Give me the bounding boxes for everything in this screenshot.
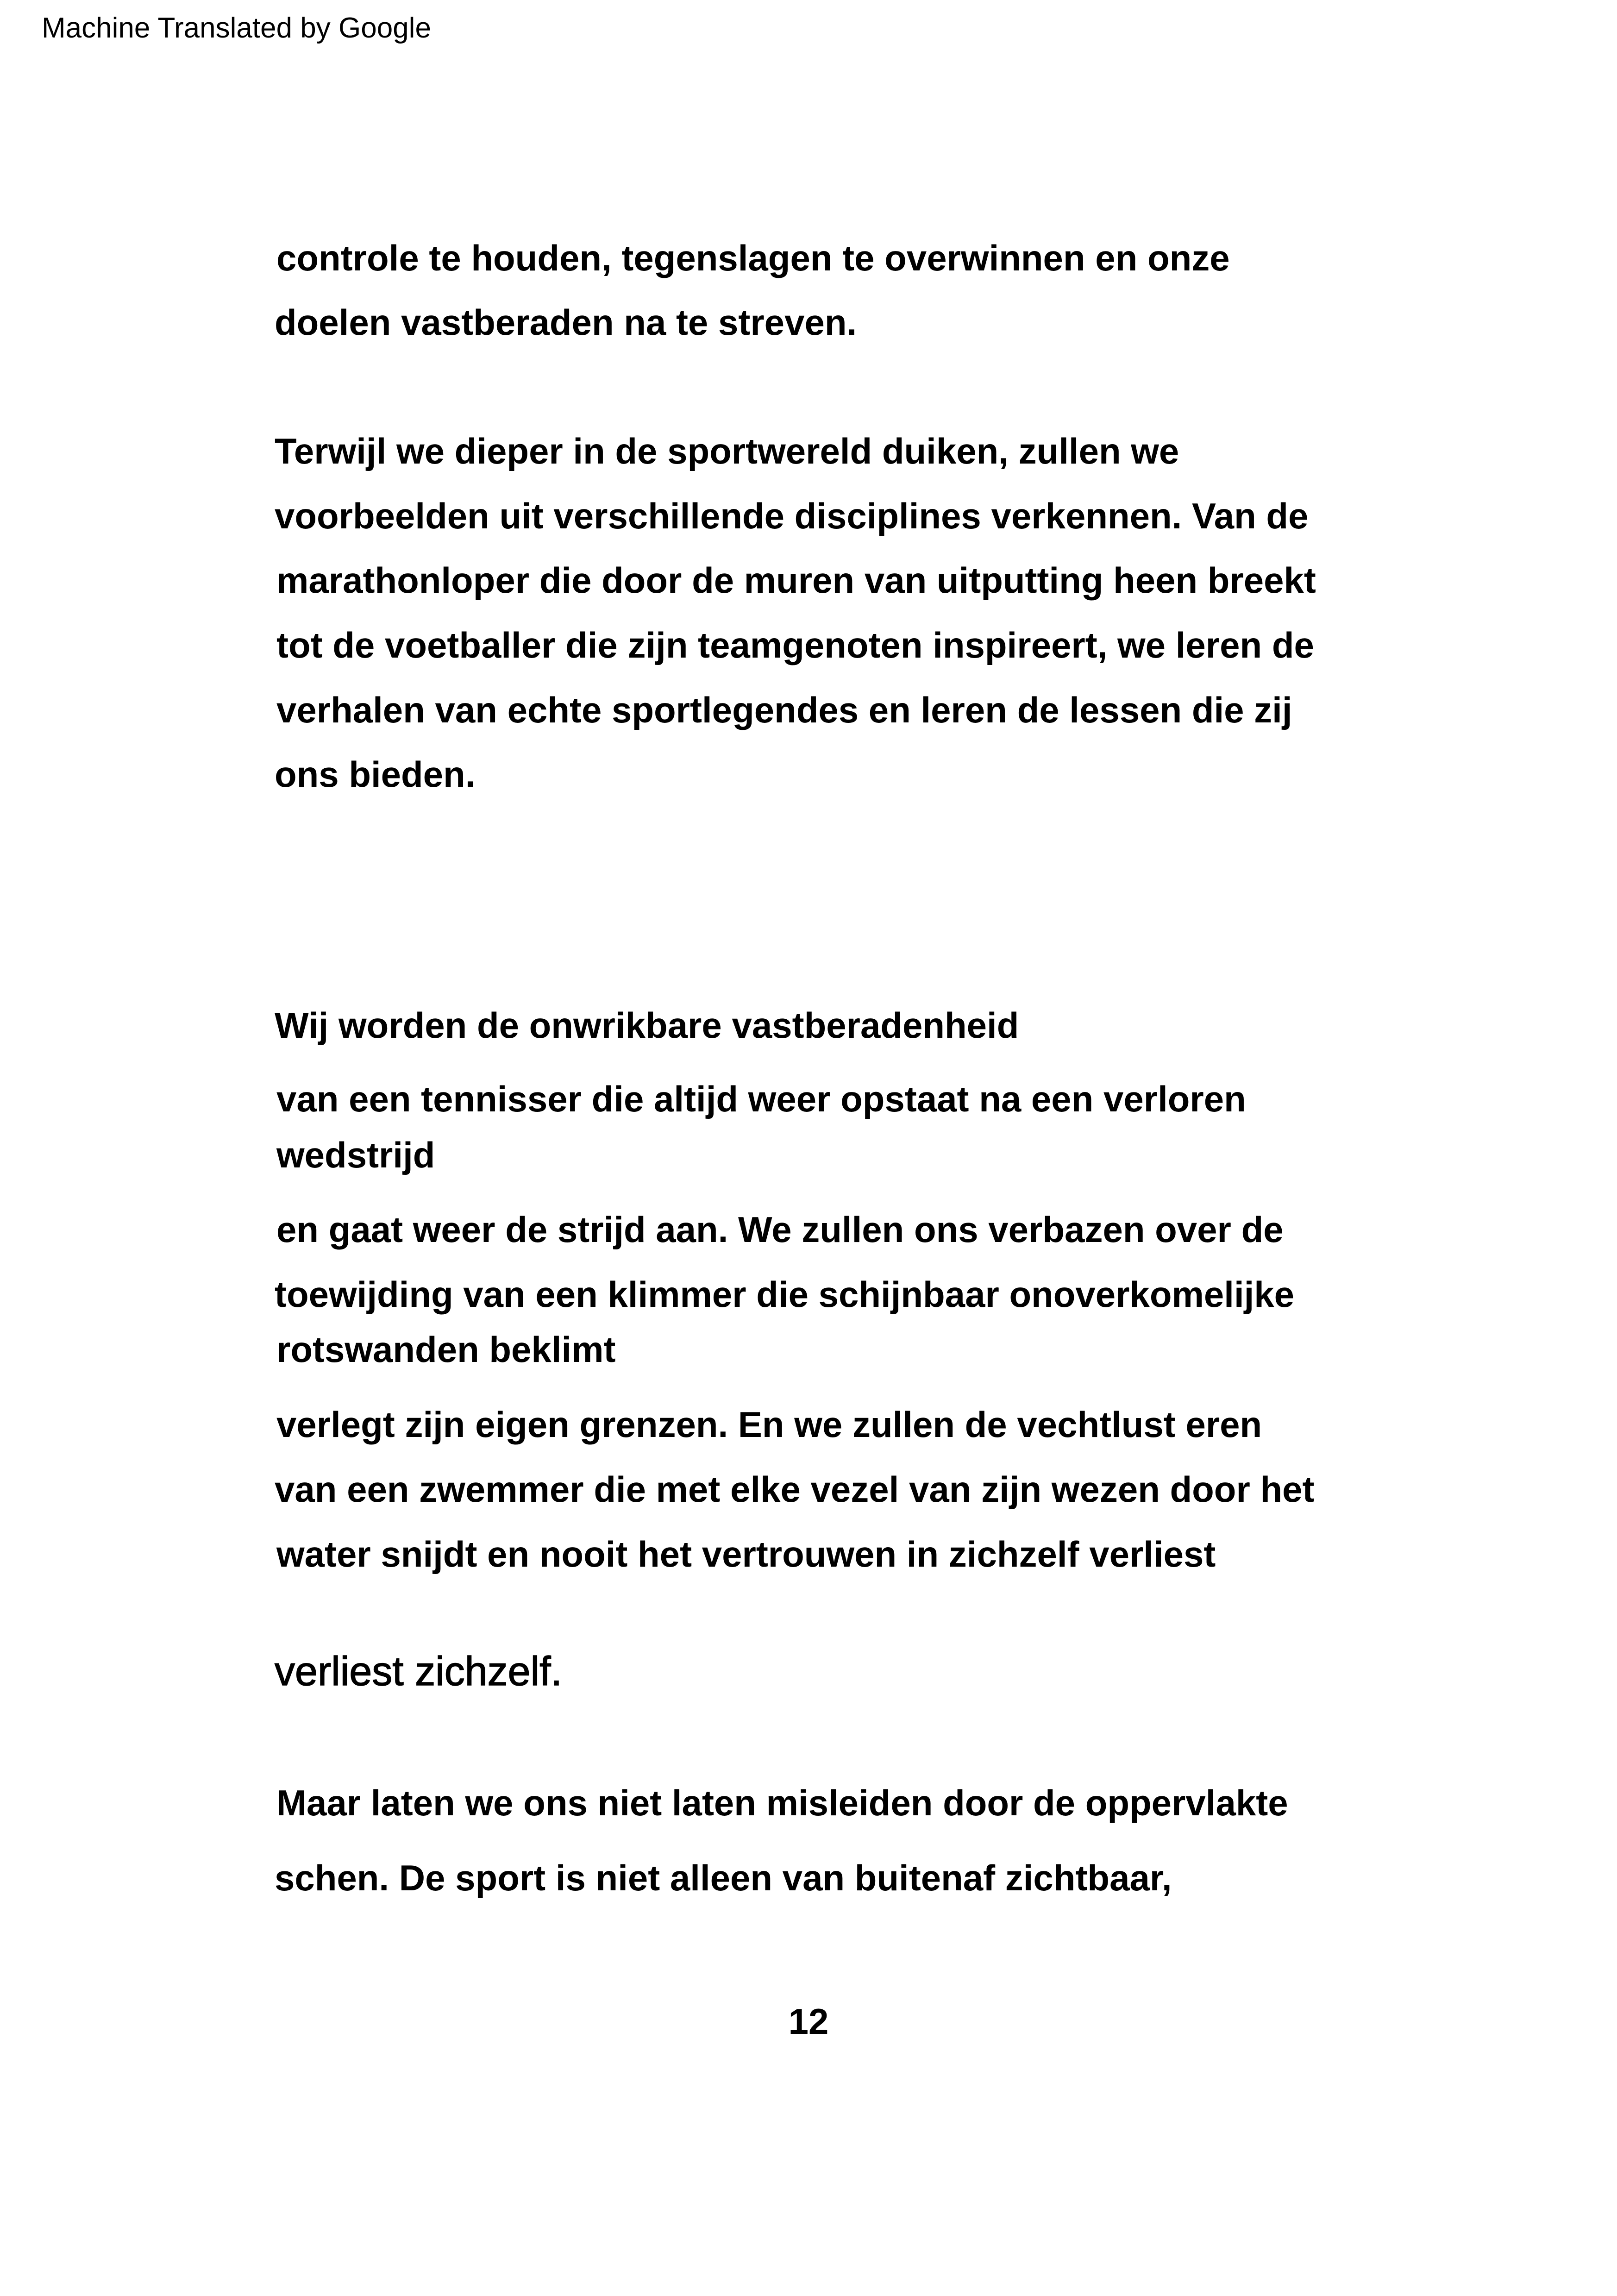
- text-line: wedstrijd: [276, 1135, 435, 1175]
- text-line: Wij worden de onwrikbare vastberadenheid: [275, 1005, 1019, 1046]
- page-number: 12: [788, 2001, 829, 2042]
- text-line: rotswanden beklimt: [276, 1329, 616, 1370]
- text-line: toewijding van een klimmer die schijnbaar onoverkomelijke: [275, 1274, 1295, 1315]
- text-line: marathonloper die door de muren van uitputting heen breekt: [276, 560, 1316, 601]
- text-line: water snijdt en nooit het vertrouwen in zichzelf verliest: [276, 1534, 1216, 1575]
- text-line: verlegt zijn eigen grenzen. En we zullen de vechtlust eren: [276, 1404, 1262, 1445]
- text-line: verliest zichzelf.: [275, 1648, 563, 1694]
- text-line: controle te houden, tegenslagen te overwinnen en onze: [276, 238, 1230, 278]
- text-line: doelen vastberaden na te streven.: [275, 302, 857, 343]
- text-line: tot de voetballer die zijn teamgenoten inspireert, we leren de: [276, 625, 1314, 665]
- text-line: van een tennisser die altijd weer opstaat na een verloren: [276, 1079, 1246, 1119]
- text-line: schen. De sport is niet alleen van buitenaf zichtbaar,: [275, 1857, 1172, 1898]
- text-line: verhalen van echte sportlegendes en leren de lessen die zij: [276, 690, 1292, 730]
- text-line: en gaat weer de strijd aan. We zullen ons verbazen over de: [276, 1209, 1284, 1250]
- text-line: ons bieden.: [275, 754, 476, 795]
- text-line: Maar laten we ons niet laten misleiden door de oppervlakte: [276, 1782, 1288, 1823]
- text-line: voorbeelden uit verschillende disciplines verkennen. Van de: [275, 496, 1309, 536]
- text-line: van een zwemmer die met elke vezel van zijn wezen door het: [275, 1469, 1315, 1510]
- machine-translation-label: Machine Translated by Google: [42, 12, 431, 44]
- text-line: Terwijl we dieper in de sportwereld duiken, zullen we: [275, 431, 1179, 471]
